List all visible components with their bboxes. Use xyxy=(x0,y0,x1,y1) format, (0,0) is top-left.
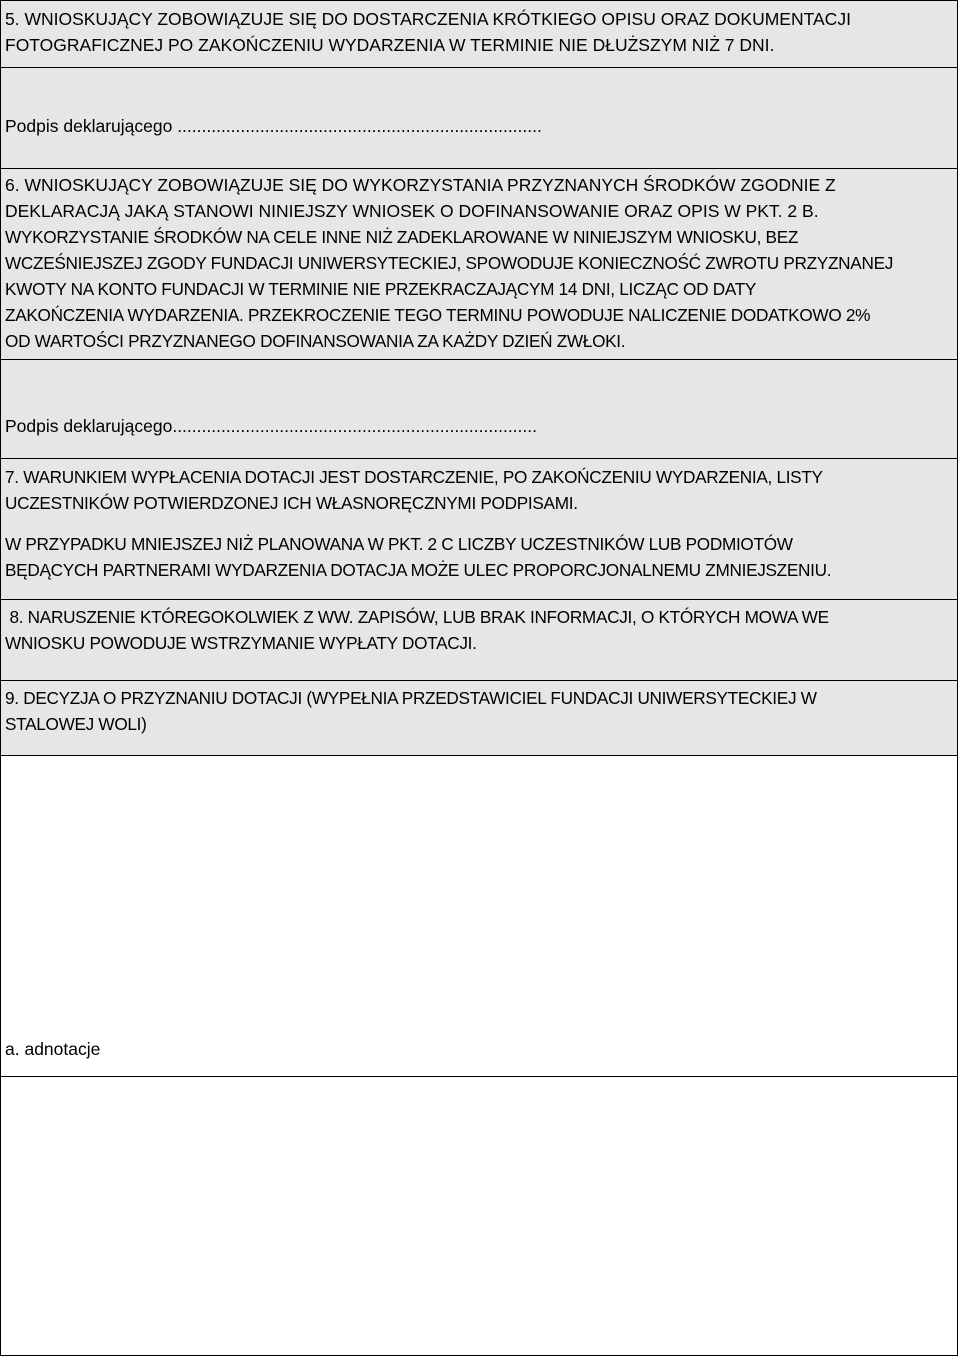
section-6-line-1: 6. WNIOSKUJĄCY ZOBOWIĄZUJE SIĘ DO WYKORZYSTANIA PRZYZNANYCH ŚRODKÓW ZGODNIE Z xyxy=(5,175,836,195)
section-6-signature[interactable]: Podpis deklarującego........................................................................... xyxy=(5,416,537,436)
annotations-area[interactable] xyxy=(0,1076,958,1356)
section-5-line-1: 5. WNIOSKUJĄCY ZOBOWIĄZUJE SIĘ DO DOSTARCZENIA KRÓTKIEGO OPISU ORAZ DOKUMENTACJI xyxy=(5,9,851,29)
section-9 xyxy=(0,680,958,756)
section-5 xyxy=(0,0,958,68)
section-8-line-2: WNIOSKU POWODUJE WSTRZYMANIE WYPŁATY DOTACJI. xyxy=(5,633,477,653)
section-8 xyxy=(0,599,958,681)
section-6-signature-row xyxy=(0,359,958,459)
section-7-line-4: BĘDĄCYCH PARTNERAMI WYDARZENIA DOTACJA MOŻE ULEC PROPORCJONALNEMU ZMNIEJSZENIU. xyxy=(5,560,832,580)
decision-area[interactable] xyxy=(0,755,958,1077)
section-9-line-2: STALOWEJ WOLI) xyxy=(5,714,147,734)
section-6-line-6: ZAKOŃCZENIA WYDARZENIA. PRZEKROCZENIE TEGO TERMINU POWODUJE NALICZENIE DODATKOWO 2% xyxy=(5,305,871,325)
section-9-line-1: 9. DECYZJA O PRZYZNANIU DOTACJI (WYPEŁNIA PRZEDSTAWICIEL FUNDACJI UNIWERSYTECKIEJ W xyxy=(5,688,817,708)
annotations-label: a. adnotacje xyxy=(5,1039,101,1059)
section-5-line-2: FOTOGRAFICZNEJ PO ZAKOŃCZENIU WYDARZENIA W TERMINIE NIE DŁUŻSZYM NIŻ 7 DNI. xyxy=(5,35,775,55)
section-6-line-3: WYKORZYSTANIE ŚRODKÓW NA CELE INNE NIŻ ZADEKLAROWANE W NINIEJSZYM WNIOSKU, BEZ xyxy=(5,227,799,247)
section-7 xyxy=(0,458,958,600)
section-6-line-4: WCZEŚNIEJSZEJ ZGODY FUNDACJI UNIWERSYTECKIEJ, SPOWODUJE KONIECZNOŚĆ ZWROTU PRZYZNANEJ xyxy=(5,253,894,273)
section-7-line-2: UCZESTNIKÓW POTWIERDZONEJ ICH WŁASNORĘCZNYMI PODPISAMI. xyxy=(5,493,578,513)
section-5-signature-row xyxy=(0,67,958,169)
section-8-line-1: 8. NARUSZENIE KTÓREGOKOLWIEK Z WW. ZAPISÓW, LUB BRAK INFORMACJI, O KTÓRYCH MOWA WE xyxy=(5,607,829,627)
section-6 xyxy=(0,168,958,360)
section-6-line-2: DEKLARACJĄ JAKĄ STANOWI NINIEJSZY WNIOSEK O DOFINANSOWANIE ORAZ OPIS W PKT. 2 B. xyxy=(5,201,819,221)
section-7-line-3: W PRZYPADKU MNIEJSZEJ NIŻ PLANOWANA W PKT. 2 C LICZBY UCZESTNIKÓW LUB PODMIOTÓW xyxy=(5,534,793,554)
section-5-signature[interactable]: Podpis deklarującego ........................................................................... xyxy=(5,116,542,136)
section-7-line-1: 7. WARUNKIEM WYPŁACENIA DOTACJI JEST DOSTARCZENIE, PO ZAKOŃCZENIU WYDARZENIA, LISTY xyxy=(5,467,823,487)
section-6-line-5: KWOTY NA KONTO FUNDACJI W TERMINIE NIE PRZEKRACZAJĄCYM 14 DNI, LICZĄC OD DATY xyxy=(5,279,757,299)
section-6-line-7: OD WARTOŚCI PRZYZNANEGO DOFINANSOWANIA ZA KAŻDY DZIEŃ ZWŁOKI. xyxy=(5,331,626,351)
